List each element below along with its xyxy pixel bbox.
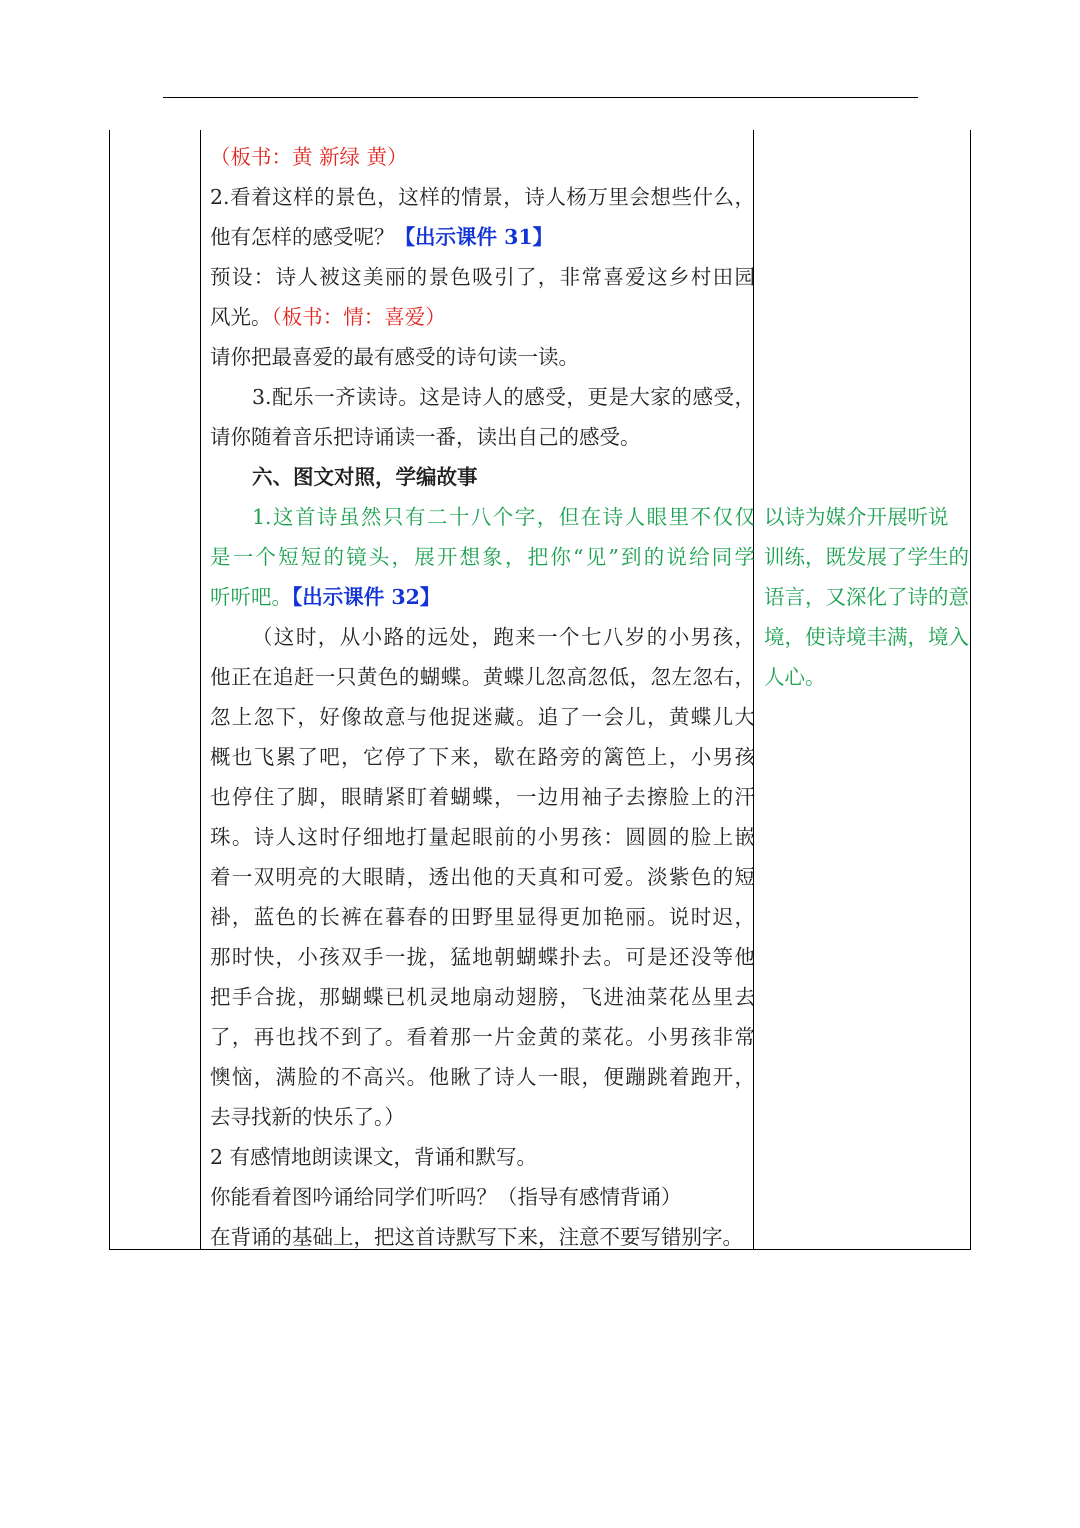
story-line: 褂，蓝色的长裤在暮春的田野里显得更加艳丽。说时迟，: [210, 905, 755, 929]
story-line: 懊恼，满脸的不高兴。他瞅了诗人一眼，便蹦跳着跑开，: [210, 1065, 755, 1089]
story-line: （这时，从小路的远处，跑来一个七八岁的小男孩，: [252, 625, 755, 649]
green-text: 听听吧。: [210, 585, 292, 609]
column-divider-left: [200, 130, 201, 1249]
story-line: 珠。诗人这时仔细地打量起眼前的小男孩：圆圆的脸上嵌: [210, 825, 755, 849]
note-line: 训练，既发展了学生的: [764, 545, 969, 569]
note-line: 以诗为媒介开展听说: [764, 505, 949, 529]
courseware-ref: 【出示课件 32】: [292, 585, 441, 609]
green-line: 是一个短短的镜头，展开想象，把你“见”到的说给同学: [210, 545, 755, 569]
board-note: （板书：情：喜爱）: [271, 305, 446, 329]
content-line: 请你随着音乐把诗诵读一番，读出自己的感受。: [210, 425, 641, 449]
story-line: 着一双明亮的大眼睛，透出他的天真和可爱。淡紫色的短: [210, 865, 755, 889]
content-line: [210, 217, 755, 257]
content-line: 请你把最喜爱的最有感受的诗句读一读。: [210, 345, 579, 369]
board-note-line: （板书：黄 新绿 黄）: [210, 145, 408, 169]
content-line: 3.配乐一齐读诗。这是诗人的感受，更是大家的感受，: [252, 385, 755, 409]
header-rule: [163, 97, 918, 98]
design-notes-column: [764, 497, 972, 697]
story-line: 也停住了脚，眼睛紧盯着蝴蝶，一边用袖子去擦脸上的汗: [210, 785, 755, 809]
story-line: 那时快，小孩双手一拢，猛地朝蝴蝶扑去。可是还没等他: [210, 945, 755, 969]
content-line: 2.看着这样的景色，这样的情景，诗人杨万里会想些什么，: [210, 185, 755, 209]
story-line: 概也飞累了吧，它停了下来，歇在路旁的篱笆上，小男孩: [210, 745, 755, 769]
story-line: 把手合拢，那蝴蝶已机灵地扇动翅膀，飞进油菜花丛里去: [210, 985, 755, 1009]
content-line: 预设：诗人被这美丽的景色吸引了，非常喜爱这乡村田园: [210, 265, 755, 289]
lesson-content-column: [210, 137, 755, 1257]
courseware-ref: 【出示课件 31】: [394, 225, 554, 249]
section-heading: 六、图文对照，学编故事: [252, 465, 478, 489]
content-line: 在背诵的基础上，把这首诗默写下来，注意不要写错别字。: [210, 1225, 743, 1249]
content-line: [210, 297, 755, 337]
content-text: 他有怎样的感受呢？: [210, 225, 395, 249]
content-line: [210, 577, 755, 617]
story-line: 忽上忽下，好像故意与他捉迷藏。追了一会儿，黄蝶儿大: [210, 705, 755, 729]
story-line: 去寻找新的快乐了。）: [210, 1105, 405, 1129]
note-line: 人心。: [764, 665, 826, 689]
note-line: 境，使诗境丰满，境入: [764, 625, 969, 649]
content-line: 2 有感情地朗读课文，背诵和默写。: [210, 1145, 538, 1169]
green-line: 1.这首诗虽然只有二十八个字，但在诗人眼里不仅仅: [252, 505, 755, 529]
content-text: 风光。: [210, 305, 272, 329]
note-line: 语言，又深化了诗的意: [764, 585, 969, 609]
content-line: 你能看着图吟诵给同学们听吗？（指导有感情背诵）: [210, 1185, 682, 1209]
story-line: 了，再也找不到了。看着那一片金黄的菜花。小男孩非常: [210, 1025, 755, 1049]
story-line: 他正在追赶一只黄色的蝴蝶。黄蝶儿忽高忽低，忽左忽右，: [210, 665, 755, 689]
